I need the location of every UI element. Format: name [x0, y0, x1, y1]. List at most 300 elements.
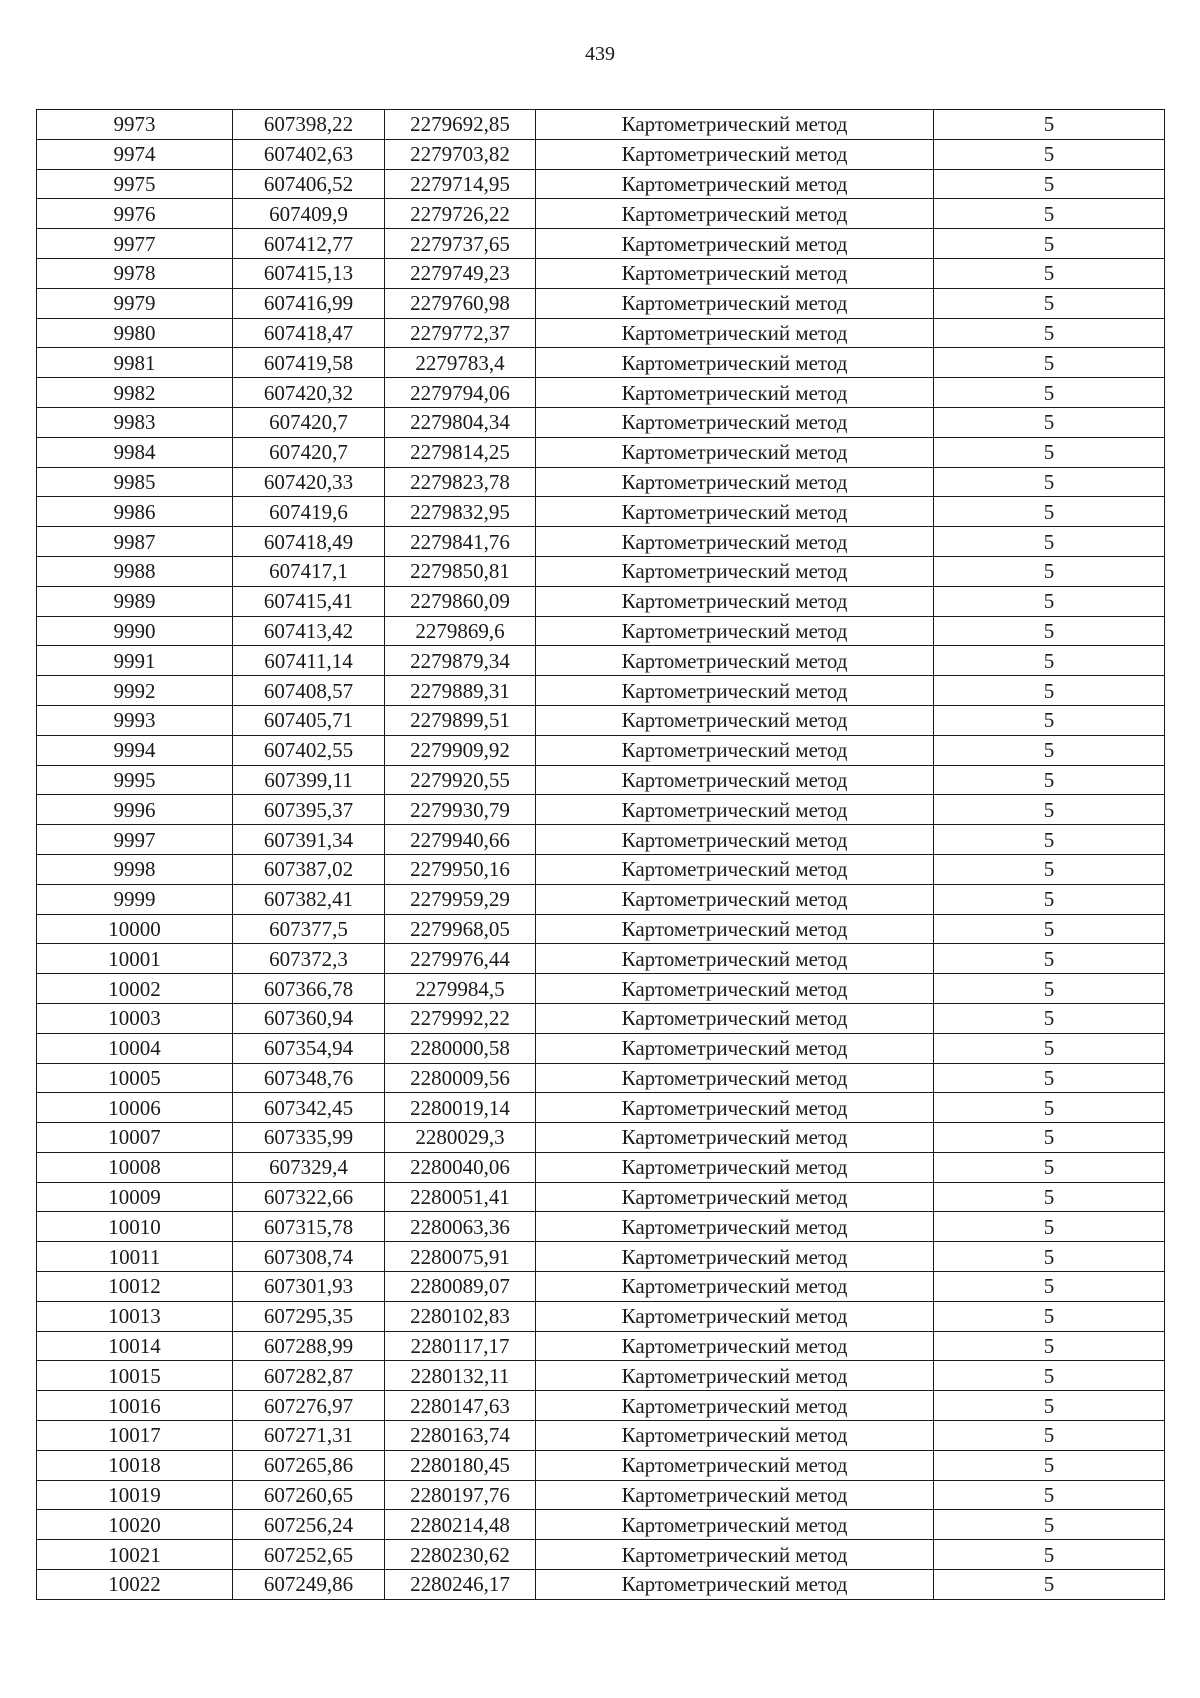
accuracy-cell: 5: [934, 1480, 1165, 1510]
x-coordinate-cell: 607301,93: [233, 1272, 385, 1302]
point-number-cell: 9978: [37, 258, 233, 288]
method-cell: Картометрический метод: [536, 378, 934, 408]
point-number-cell: 9990: [37, 616, 233, 646]
table-row: [37, 795, 1165, 825]
point-number-cell: 10017: [37, 1421, 233, 1451]
table-row: [37, 676, 1165, 706]
x-coordinate-cell: 607295,35: [233, 1301, 385, 1331]
y-coordinate-cell: 2279850,81: [385, 556, 536, 586]
x-coordinate-cell: 607415,13: [233, 258, 385, 288]
table-row: [37, 348, 1165, 378]
table-row: [37, 1421, 1165, 1451]
y-coordinate-cell: 2279714,95: [385, 169, 536, 199]
x-coordinate-cell: 607405,71: [233, 705, 385, 735]
y-coordinate-cell: 2280230,62: [385, 1540, 536, 1570]
method-cell: Картометрический метод: [536, 825, 934, 855]
y-coordinate-cell: 2279950,16: [385, 854, 536, 884]
y-coordinate-cell: 2279879,34: [385, 646, 536, 676]
table-row: [37, 1272, 1165, 1302]
point-number-cell: 10000: [37, 914, 233, 944]
y-coordinate-cell: 2280180,45: [385, 1450, 536, 1480]
point-number-cell: 10008: [37, 1152, 233, 1182]
table-row: [37, 139, 1165, 169]
method-cell: Картометрический метод: [536, 1123, 934, 1153]
table-row: [37, 1480, 1165, 1510]
y-coordinate-cell: 2280197,76: [385, 1480, 536, 1510]
method-cell: Картометрический метод: [536, 1361, 934, 1391]
method-cell: Картометрический метод: [536, 318, 934, 348]
y-coordinate-cell: 2279968,05: [385, 914, 536, 944]
accuracy-cell: 5: [934, 199, 1165, 229]
accuracy-cell: 5: [934, 1182, 1165, 1212]
y-coordinate-cell: 2279959,29: [385, 884, 536, 914]
y-coordinate-cell: 2280132,11: [385, 1361, 536, 1391]
table-row: [37, 1063, 1165, 1093]
x-coordinate-cell: 607322,66: [233, 1182, 385, 1212]
table-row: [37, 974, 1165, 1004]
table-row: [37, 825, 1165, 855]
accuracy-cell: 5: [934, 616, 1165, 646]
point-number-cell: 10018: [37, 1450, 233, 1480]
y-coordinate-cell: 2280163,74: [385, 1421, 536, 1451]
method-cell: Картометрический метод: [536, 884, 934, 914]
x-coordinate-cell: 607402,63: [233, 139, 385, 169]
accuracy-cell: 5: [934, 914, 1165, 944]
table-row: [37, 437, 1165, 467]
accuracy-cell: 5: [934, 1152, 1165, 1182]
table-row: [37, 229, 1165, 259]
point-number-cell: 9993: [37, 705, 233, 735]
x-coordinate-cell: 607382,41: [233, 884, 385, 914]
accuracy-cell: 5: [934, 1123, 1165, 1153]
y-coordinate-cell: 2279749,23: [385, 258, 536, 288]
x-coordinate-cell: 607276,97: [233, 1391, 385, 1421]
x-coordinate-cell: 607420,7: [233, 407, 385, 437]
method-cell: Картометрический метод: [536, 1003, 934, 1033]
method-cell: Картометрический метод: [536, 1063, 934, 1093]
table-row: [37, 527, 1165, 557]
x-coordinate-cell: 607413,42: [233, 616, 385, 646]
x-coordinate-cell: 607256,24: [233, 1510, 385, 1540]
accuracy-cell: 5: [934, 1003, 1165, 1033]
x-coordinate-cell: 607415,41: [233, 586, 385, 616]
table-row: [37, 288, 1165, 318]
point-number-cell: 10021: [37, 1540, 233, 1570]
x-coordinate-cell: 607282,87: [233, 1361, 385, 1391]
y-coordinate-cell: 2279760,98: [385, 288, 536, 318]
method-cell: Картометрический метод: [536, 1301, 934, 1331]
y-coordinate-cell: 2279992,22: [385, 1003, 536, 1033]
y-coordinate-cell: 2279984,5: [385, 974, 536, 1004]
y-coordinate-cell: 2280147,63: [385, 1391, 536, 1421]
accuracy-cell: 5: [934, 884, 1165, 914]
point-number-cell: 10007: [37, 1123, 233, 1153]
table-row: [37, 467, 1165, 497]
x-coordinate-cell: 607412,77: [233, 229, 385, 259]
accuracy-cell: 5: [934, 169, 1165, 199]
accuracy-cell: 5: [934, 348, 1165, 378]
accuracy-cell: 5: [934, 705, 1165, 735]
accuracy-cell: 5: [934, 258, 1165, 288]
accuracy-cell: 5: [934, 497, 1165, 527]
method-cell: Картометрический метод: [536, 676, 934, 706]
y-coordinate-cell: 2279920,55: [385, 765, 536, 795]
y-coordinate-cell: 2279692,85: [385, 110, 536, 140]
x-coordinate-cell: 607288,99: [233, 1331, 385, 1361]
x-coordinate-cell: 607249,86: [233, 1570, 385, 1600]
accuracy-cell: 5: [934, 1361, 1165, 1391]
point-number-cell: 9989: [37, 586, 233, 616]
point-number-cell: 9995: [37, 765, 233, 795]
y-coordinate-cell: 2280117,17: [385, 1331, 536, 1361]
y-coordinate-cell: 2279860,09: [385, 586, 536, 616]
x-coordinate-cell: 607417,1: [233, 556, 385, 586]
method-cell: Картометрический метод: [536, 705, 934, 735]
method-cell: Картометрический метод: [536, 110, 934, 140]
table-row: [37, 1570, 1165, 1600]
accuracy-cell: 5: [934, 1331, 1165, 1361]
table-row: [37, 318, 1165, 348]
accuracy-cell: 5: [934, 527, 1165, 557]
y-coordinate-cell: 2280089,07: [385, 1272, 536, 1302]
point-number-cell: 10013: [37, 1301, 233, 1331]
point-number-cell: 9976: [37, 199, 233, 229]
table-row: [37, 646, 1165, 676]
accuracy-cell: 5: [934, 1063, 1165, 1093]
point-number-cell: 9974: [37, 139, 233, 169]
x-coordinate-cell: 607308,74: [233, 1242, 385, 1272]
accuracy-cell: 5: [934, 974, 1165, 1004]
coordinates-table-body: [37, 110, 1165, 1600]
method-cell: Картометрический метод: [536, 437, 934, 467]
y-coordinate-cell: 2280063,36: [385, 1212, 536, 1242]
y-coordinate-cell: 2279814,25: [385, 437, 536, 467]
table-row: [37, 1540, 1165, 1570]
y-coordinate-cell: 2280102,83: [385, 1301, 536, 1331]
method-cell: Картометрический метод: [536, 1182, 934, 1212]
x-coordinate-cell: 607252,65: [233, 1540, 385, 1570]
point-number-cell: 9979: [37, 288, 233, 318]
method-cell: Картометрический метод: [536, 1272, 934, 1302]
x-coordinate-cell: 607420,7: [233, 437, 385, 467]
table-row: [37, 616, 1165, 646]
y-coordinate-cell: 2279703,82: [385, 139, 536, 169]
point-number-cell: 9988: [37, 556, 233, 586]
accuracy-cell: 5: [934, 1093, 1165, 1123]
method-cell: Картометрический метод: [536, 1212, 934, 1242]
method-cell: Картометрический метод: [536, 1480, 934, 1510]
method-cell: Картометрический метод: [536, 1570, 934, 1600]
x-coordinate-cell: 607419,58: [233, 348, 385, 378]
x-coordinate-cell: 607265,86: [233, 1450, 385, 1480]
y-coordinate-cell: 2280009,56: [385, 1063, 536, 1093]
accuracy-cell: 5: [934, 229, 1165, 259]
accuracy-cell: 5: [934, 1272, 1165, 1302]
point-number-cell: 9975: [37, 169, 233, 199]
x-coordinate-cell: 607342,45: [233, 1093, 385, 1123]
accuracy-cell: 5: [934, 795, 1165, 825]
table-row: [37, 110, 1165, 140]
x-coordinate-cell: 607354,94: [233, 1033, 385, 1063]
y-coordinate-cell: 2280040,06: [385, 1152, 536, 1182]
point-number-cell: 10022: [37, 1570, 233, 1600]
method-cell: Картометрический метод: [536, 1093, 934, 1123]
method-cell: Картометрический метод: [536, 288, 934, 318]
table-row: [37, 1152, 1165, 1182]
table-row: [37, 1301, 1165, 1331]
table-row: [37, 705, 1165, 735]
point-number-cell: 9985: [37, 467, 233, 497]
accuracy-cell: 5: [934, 1391, 1165, 1421]
point-number-cell: 10002: [37, 974, 233, 1004]
y-coordinate-cell: 2280214,48: [385, 1510, 536, 1540]
x-coordinate-cell: 607260,65: [233, 1480, 385, 1510]
method-cell: Картометрический метод: [536, 1421, 934, 1451]
table-row: [37, 1331, 1165, 1361]
table-row: [37, 1033, 1165, 1063]
x-coordinate-cell: 607406,52: [233, 169, 385, 199]
table-row: [37, 378, 1165, 408]
accuracy-cell: 5: [934, 944, 1165, 974]
method-cell: Картометрический метод: [536, 914, 934, 944]
point-number-cell: 10010: [37, 1212, 233, 1242]
point-number-cell: 9973: [37, 110, 233, 140]
table-row: [37, 556, 1165, 586]
method-cell: Картометрический метод: [536, 527, 934, 557]
accuracy-cell: 5: [934, 318, 1165, 348]
method-cell: Картометрический метод: [536, 854, 934, 884]
accuracy-cell: 5: [934, 407, 1165, 437]
accuracy-cell: 5: [934, 825, 1165, 855]
point-number-cell: 9986: [37, 497, 233, 527]
y-coordinate-cell: 2279832,95: [385, 497, 536, 527]
x-coordinate-cell: 607372,3: [233, 944, 385, 974]
y-coordinate-cell: 2279841,76: [385, 527, 536, 557]
method-cell: Картометрический метод: [536, 1450, 934, 1480]
accuracy-cell: 5: [934, 288, 1165, 318]
point-number-cell: 9987: [37, 527, 233, 557]
accuracy-cell: 5: [934, 1301, 1165, 1331]
x-coordinate-cell: 607329,4: [233, 1152, 385, 1182]
accuracy-cell: 5: [934, 646, 1165, 676]
method-cell: Картометрический метод: [536, 795, 934, 825]
point-number-cell: 9984: [37, 437, 233, 467]
table-row: [37, 1003, 1165, 1033]
point-number-cell: 10015: [37, 1361, 233, 1391]
x-coordinate-cell: 607399,11: [233, 765, 385, 795]
table-row: [37, 1391, 1165, 1421]
method-cell: Картометрический метод: [536, 1242, 934, 1272]
method-cell: Картометрический метод: [536, 1391, 934, 1421]
method-cell: Картометрический метод: [536, 169, 934, 199]
table-row: [37, 199, 1165, 229]
x-coordinate-cell: 607418,47: [233, 318, 385, 348]
accuracy-cell: 5: [934, 1540, 1165, 1570]
point-number-cell: 10009: [37, 1182, 233, 1212]
table-row: [37, 1510, 1165, 1540]
method-cell: Картометрический метод: [536, 646, 934, 676]
x-coordinate-cell: 607398,22: [233, 110, 385, 140]
y-coordinate-cell: 2279772,37: [385, 318, 536, 348]
method-cell: Картометрический метод: [536, 258, 934, 288]
method-cell: Картометрический метод: [536, 974, 934, 1004]
table-row: [37, 1242, 1165, 1272]
table-row: [37, 407, 1165, 437]
table-row: [37, 1182, 1165, 1212]
accuracy-cell: 5: [934, 1033, 1165, 1063]
y-coordinate-cell: 2279823,78: [385, 467, 536, 497]
point-number-cell: 9997: [37, 825, 233, 855]
accuracy-cell: 5: [934, 110, 1165, 140]
accuracy-cell: 5: [934, 735, 1165, 765]
table-row: [37, 258, 1165, 288]
accuracy-cell: 5: [934, 1212, 1165, 1242]
table-row: [37, 765, 1165, 795]
point-number-cell: 10012: [37, 1272, 233, 1302]
table-row: [37, 1212, 1165, 1242]
method-cell: Картометрический метод: [536, 765, 934, 795]
method-cell: Картометрический метод: [536, 1331, 934, 1361]
method-cell: Картометрический метод: [536, 1152, 934, 1182]
point-number-cell: 10001: [37, 944, 233, 974]
x-coordinate-cell: 607409,9: [233, 199, 385, 229]
accuracy-cell: 5: [934, 1242, 1165, 1272]
x-coordinate-cell: 607416,99: [233, 288, 385, 318]
accuracy-cell: 5: [934, 676, 1165, 706]
point-number-cell: 10004: [37, 1033, 233, 1063]
y-coordinate-cell: 2280029,3: [385, 1123, 536, 1153]
x-coordinate-cell: 607395,37: [233, 795, 385, 825]
x-coordinate-cell: 607408,57: [233, 676, 385, 706]
x-coordinate-cell: 607271,31: [233, 1421, 385, 1451]
y-coordinate-cell: 2279737,65: [385, 229, 536, 259]
point-number-cell: 10020: [37, 1510, 233, 1540]
x-coordinate-cell: 607387,02: [233, 854, 385, 884]
accuracy-cell: 5: [934, 1510, 1165, 1540]
method-cell: Картометрический метод: [536, 1033, 934, 1063]
accuracy-cell: 5: [934, 467, 1165, 497]
y-coordinate-cell: 2279940,66: [385, 825, 536, 855]
method-cell: Картометрический метод: [536, 735, 934, 765]
point-number-cell: 9981: [37, 348, 233, 378]
method-cell: Картометрический метод: [536, 586, 934, 616]
point-number-cell: 9977: [37, 229, 233, 259]
table-row: [37, 854, 1165, 884]
point-number-cell: 9998: [37, 854, 233, 884]
x-coordinate-cell: 607366,78: [233, 974, 385, 1004]
x-coordinate-cell: 607391,34: [233, 825, 385, 855]
point-number-cell: 10016: [37, 1391, 233, 1421]
x-coordinate-cell: 607377,5: [233, 914, 385, 944]
method-cell: Картометрический метод: [536, 348, 934, 378]
table-row: [37, 735, 1165, 765]
coordinates-table: [36, 109, 1165, 1600]
point-number-cell: 10011: [37, 1242, 233, 1272]
table-row: [37, 497, 1165, 527]
x-coordinate-cell: 607418,49: [233, 527, 385, 557]
table-row: [37, 1361, 1165, 1391]
point-number-cell: 9982: [37, 378, 233, 408]
page-number: 439: [585, 43, 615, 65]
point-number-cell: 9999: [37, 884, 233, 914]
point-number-cell: 9994: [37, 735, 233, 765]
point-number-cell: 10019: [37, 1480, 233, 1510]
y-coordinate-cell: 2280000,58: [385, 1033, 536, 1063]
y-coordinate-cell: 2280075,91: [385, 1242, 536, 1272]
point-number-cell: 10003: [37, 1003, 233, 1033]
y-coordinate-cell: 2279909,92: [385, 735, 536, 765]
table-row: [37, 944, 1165, 974]
y-coordinate-cell: 2279976,44: [385, 944, 536, 974]
method-cell: Картометрический метод: [536, 616, 934, 646]
x-coordinate-cell: 607402,55: [233, 735, 385, 765]
accuracy-cell: 5: [934, 586, 1165, 616]
point-number-cell: 9983: [37, 407, 233, 437]
point-number-cell: 10014: [37, 1331, 233, 1361]
method-cell: Картометрический метод: [536, 1510, 934, 1540]
accuracy-cell: 5: [934, 1570, 1165, 1600]
accuracy-cell: 5: [934, 437, 1165, 467]
method-cell: Картометрический метод: [536, 139, 934, 169]
point-number-cell: 9996: [37, 795, 233, 825]
y-coordinate-cell: 2279899,51: [385, 705, 536, 735]
method-cell: Картометрический метод: [536, 556, 934, 586]
y-coordinate-cell: 2279869,6: [385, 616, 536, 646]
table-row: [37, 884, 1165, 914]
x-coordinate-cell: 607348,76: [233, 1063, 385, 1093]
table-row: [37, 169, 1165, 199]
x-coordinate-cell: 607411,14: [233, 646, 385, 676]
method-cell: Картометрический метод: [536, 199, 934, 229]
point-number-cell: 10005: [37, 1063, 233, 1093]
x-coordinate-cell: 607315,78: [233, 1212, 385, 1242]
accuracy-cell: 5: [934, 139, 1165, 169]
accuracy-cell: 5: [934, 1421, 1165, 1451]
accuracy-cell: 5: [934, 854, 1165, 884]
y-coordinate-cell: 2279804,34: [385, 407, 536, 437]
point-number-cell: 9992: [37, 676, 233, 706]
method-cell: Картометрический метод: [536, 467, 934, 497]
x-coordinate-cell: 607420,32: [233, 378, 385, 408]
x-coordinate-cell: 607335,99: [233, 1123, 385, 1153]
table-row: [37, 586, 1165, 616]
method-cell: Картометрический метод: [536, 944, 934, 974]
y-coordinate-cell: 2279930,79: [385, 795, 536, 825]
point-number-cell: 9991: [37, 646, 233, 676]
table-row: [37, 1123, 1165, 1153]
table-row: [37, 1093, 1165, 1123]
y-coordinate-cell: 2279726,22: [385, 199, 536, 229]
method-cell: Картометрический метод: [536, 229, 934, 259]
table-row: [37, 1450, 1165, 1480]
y-coordinate-cell: 2280246,17: [385, 1570, 536, 1600]
y-coordinate-cell: 2280019,14: [385, 1093, 536, 1123]
y-coordinate-cell: 2279783,4: [385, 348, 536, 378]
y-coordinate-cell: 2279794,06: [385, 378, 536, 408]
y-coordinate-cell: 2279889,31: [385, 676, 536, 706]
method-cell: Картометрический метод: [536, 497, 934, 527]
accuracy-cell: 5: [934, 378, 1165, 408]
y-coordinate-cell: 2280051,41: [385, 1182, 536, 1212]
accuracy-cell: 5: [934, 1450, 1165, 1480]
accuracy-cell: 5: [934, 556, 1165, 586]
point-number-cell: 10006: [37, 1093, 233, 1123]
x-coordinate-cell: 607419,6: [233, 497, 385, 527]
method-cell: Картометрический метод: [536, 1540, 934, 1570]
table-row: [37, 914, 1165, 944]
x-coordinate-cell: 607420,33: [233, 467, 385, 497]
x-coordinate-cell: 607360,94: [233, 1003, 385, 1033]
